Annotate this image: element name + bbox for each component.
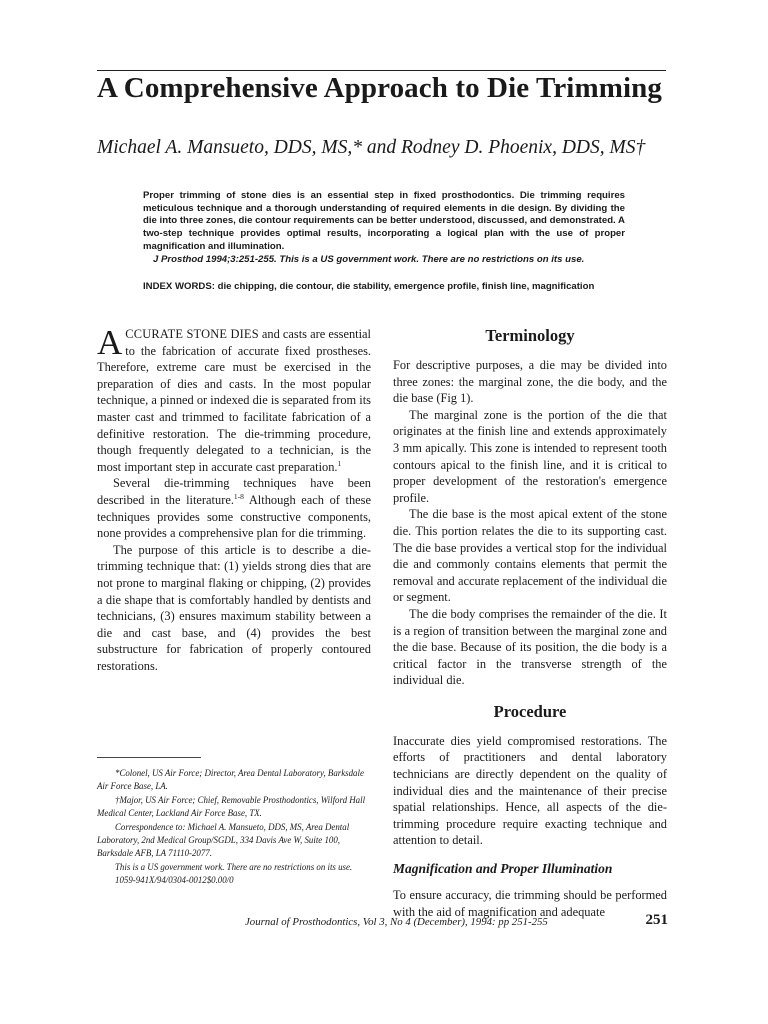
footnotes — [97, 767, 373, 888]
intro-text-1: and casts are essential to the fabrication of accurate fixed prostheses. Therefore, extreme care must be exercised in the preparation of dies and casts. In the most popular technique, a pinned or indexed die is separated from its master cast and trimmed to facilitate fabrication of a definitive restoration. The die-trimming procedure, though frequently delegated to a technician, is the most important step in accurate cast preparation. — [97, 327, 371, 474]
page-number: 251 — [645, 912, 668, 928]
abstract — [143, 190, 625, 294]
terminology-paragraph-4: The die body comprises the remainder of the die. It is a region of transition between the marginal zone and the die base. Because of its position, the die body is a critical factor in the transverse strength of the individual die. — [393, 606, 667, 688]
terminology-paragraph-1: For descriptive purposes, a die may be divided into three zones: the marginal zone, the die body, and the die base (Fig 1). — [393, 358, 667, 406]
intro-paragraph-2 — [97, 475, 371, 541]
article-authors: Michael A. Mansueto, DDS, MS,* and Rodney D. Phoenix, DDS, MS† — [97, 137, 646, 158]
footnote-government-work: This is a US government work. There are no restrictions on its use. — [115, 861, 353, 872]
footnote-correspondence: Correspondence to: Michael A. Mansueto, DDS, MS, Area Dental Laboratory, 2nd Medical Group/SGDL, 334 Davis Ave W, Suite 100, Barksdale AFB, LA 71110-2077. — [97, 821, 350, 859]
footnote-author-1: *Colonel, US Air Force; Director, Area Dental Laboratory, Barksdale Air Force Base, LA. — [97, 768, 364, 792]
footnote-issn-code: 1059-941X/94/0304-0012$0.00/0 — [115, 875, 234, 886]
terminology-paragraph-3: The die base is the most apical extent of the stone die. This portion relates the die to its supporting cast. The die base provides a vertical stop for the individual die and commonly contains elements that permit the removal and accurate replacement of the individual die or segment. — [393, 507, 667, 605]
reference-1: 1 — [337, 458, 342, 468]
intro-text-2a: Several die-trimming techniques have been described in the literature. — [97, 476, 371, 507]
journal-footer: Journal of Prosthodontics, Vol 3, No 4 (December), 1994: pp 251-255 — [245, 916, 548, 928]
drop-cap: A — [97, 323, 123, 362]
intro-small-caps: CCURATE STONE DIES — [125, 327, 259, 341]
intro-paragraph-3: The purpose of this article is to describe a die-trimming technique that: (1) yields strong dies that are not prone to marginal flaking or chipping, (2) provides a die shape that is comfortably handled by dentists and technicians, (3) ensures maximum stability between a die and cast base, and (4) provides the best substructure for fabrication of properly contoured restorations. — [97, 542, 371, 673]
reference-1-8: 1-8 — [233, 491, 244, 501]
terminology-paragraph-2: The marginal zone is the portion of the die that originates at the finish line and extends approximately 3 mm apically. This zone is intended to represent tooth contours apical to the finish line, and it is critical to proper development of the restoration's emergence profile. — [393, 407, 667, 505]
intro-paragraph-1 — [97, 323, 371, 475]
procedure-paragraph-1: Inaccurate dies yield compromised restorations. The efforts of practitioners and dental laboratory technicians are directly dependent on the quality of individual dies and the maintenance of their precise spatial relationships. Hence, all aspects of the die-trimming procedure require exacting technique and attention to detail. — [393, 733, 667, 848]
abstract-text: Proper trimming of stone dies is an essential step in fixed prosthodontics. Die trimming requires meticulous technique and a thorough understanding of required elements in die design. By dividing the die into three zones, die contour requirements can be better understood, discussed, and demonstrated. A two-step technique provides optimal results, incorporating a logical plan with the use of proper magnification and illumination. — [143, 190, 625, 252]
index-words: INDEX WORDS: die chipping, die contour, die stability, emergence profile, finish line, magnification — [143, 281, 595, 293]
heading-terminology: Terminology — [485, 326, 575, 345]
left-column — [97, 323, 371, 674]
right-column — [393, 326, 667, 920]
article-title: A Comprehensive Approach to Die Trimming — [97, 72, 662, 104]
top-rule — [97, 70, 666, 71]
abstract-citation: J Prosthod 1994;3:251-255. This is a US government work. There are no restrictions on its use. — [153, 253, 585, 265]
intro-text-2b: Although each of these techniques provides some constructive components, none provides a comprehensive plan for die trimming. — [97, 492, 371, 541]
heading-procedure: Procedure — [493, 701, 567, 721]
magnification-paragraph-1: To ensure accuracy, die trimming should be performed with the aid of magnification and adequate — [393, 888, 667, 919]
footnote-rule — [97, 757, 201, 758]
subheading-magnification: Magnification and Proper Illumination — [393, 861, 613, 877]
footnote-author-2: †Major, US Air Force; Chief, Removable Prosthodontics, Wilford Hall Medical Center, Lackland Air Force Base, TX. — [97, 794, 366, 819]
